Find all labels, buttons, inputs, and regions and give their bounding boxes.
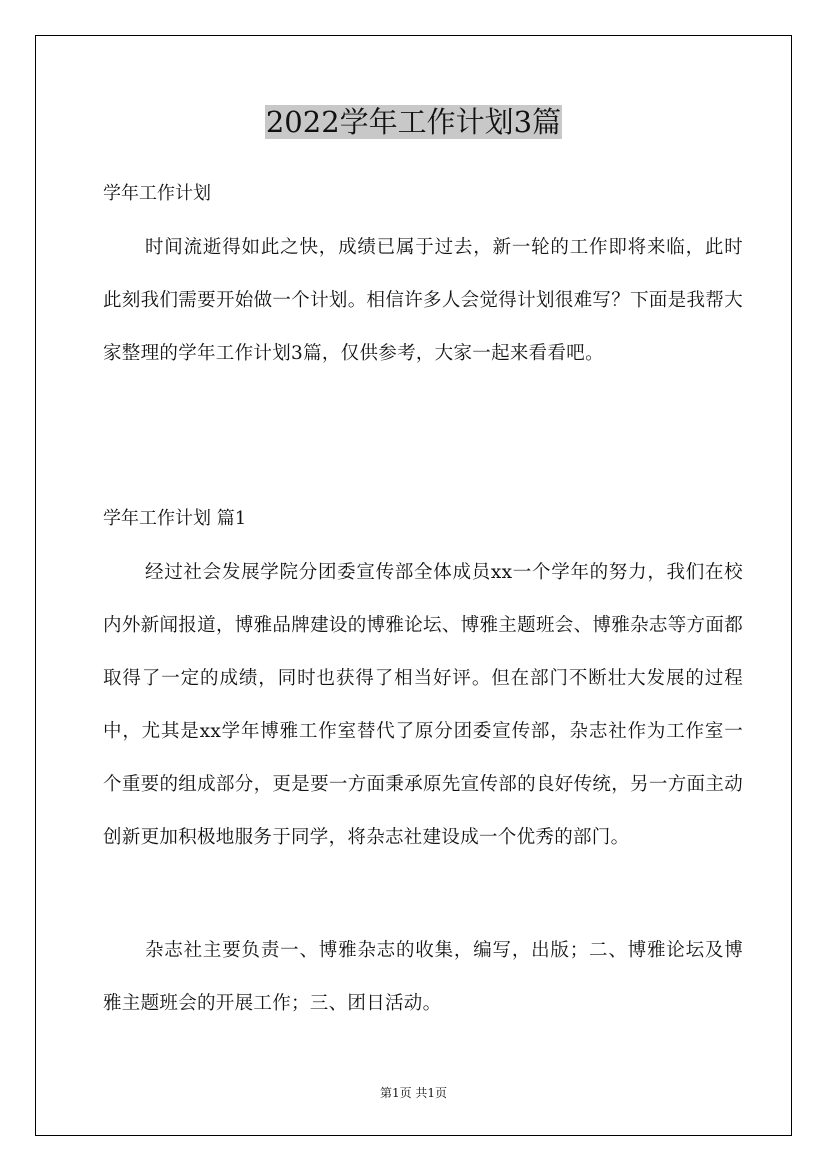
page-footer: 第1页 共1页 <box>379 1086 448 1100</box>
section1-heading: 学年工作计划 篇1 <box>103 508 247 529</box>
document-title-container <box>0 102 827 142</box>
intro-paragraph: 时间流逝得如此之快，成绩已属于过去，新一轮的工作即将来临，此时此刻我们需要开始做一个计划。相信许多人会觉得计划很难写？下面是我帮大家整理的学年工作计划3篇，仅供参考，大家一起来看看吧。 <box>103 237 743 364</box>
document-title: 2022学年工作计划3篇 <box>265 105 562 139</box>
section1-paragraph-1: 经过社会发展学院分团委宣传部全体成员xx一个学年的努力，我们在校内外新闻报道，博雅品牌建设的博雅论坛、博雅主题班会、博雅杂志等方面都取得了一定的成绩，同时也获得了相当好评。但在部门不断壮大发展的过程中，尤其是xx学年博雅工作室替代了原分团委宣传部，杂志社作为工作室一个重要的组成部分，更是要一方面秉承原先宣传部的良好传统，另一方面主动创新更加积极地服务于同学，将杂志社建设成一个优秀的部门。 <box>103 562 743 848</box>
section1-paragraph-2: 杂志社主要负责一、博雅杂志的收集，编写，出版；二、博雅论坛及博雅主题班会的开展工作；三、团日活动。 <box>103 940 743 1014</box>
intro-heading: 学年工作计划 <box>103 183 211 204</box>
